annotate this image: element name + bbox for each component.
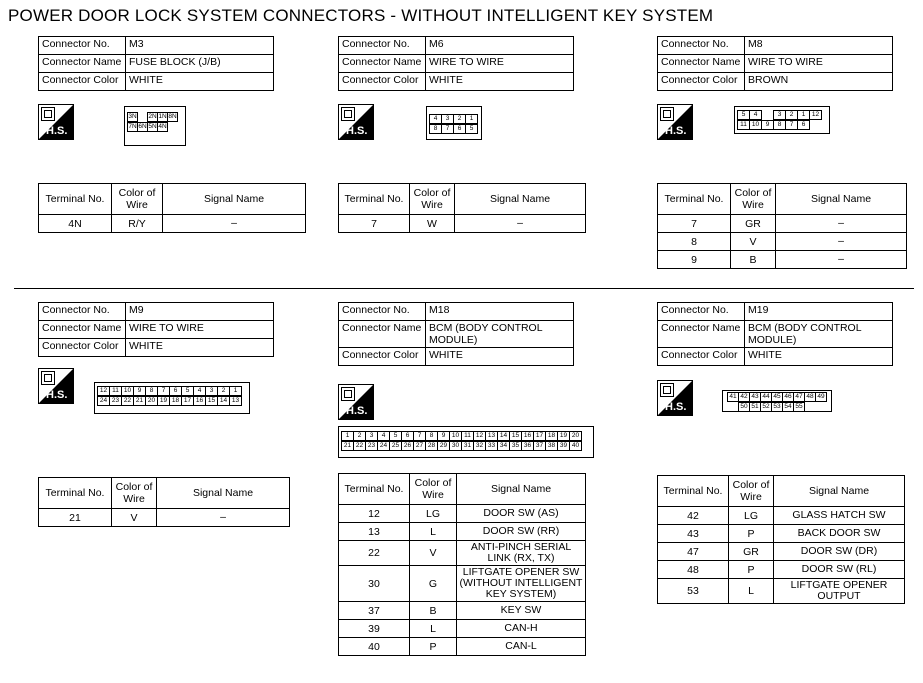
- wire-color-header: Color of Wire: [410, 474, 457, 505]
- wire-color: B: [410, 602, 457, 620]
- pin-cell: 5: [389, 431, 402, 441]
- wire-color: LG: [410, 505, 457, 523]
- pin-cell: 37: [533, 441, 546, 451]
- connector-name-value: WIRE TO WIRE: [426, 55, 574, 73]
- pin-cell: 30: [449, 441, 462, 451]
- wire-color: P: [729, 525, 774, 543]
- terminal-header-row: [658, 476, 905, 507]
- signal-name: –: [455, 215, 586, 233]
- connector-no-value: M8: [745, 37, 893, 55]
- table-row: [658, 561, 905, 579]
- table-row: [339, 541, 586, 566]
- harness-side-icon: H.S.: [657, 104, 693, 140]
- connector-color-row: [658, 348, 893, 366]
- connector-name-label: Connector Name: [39, 55, 126, 73]
- terminal-header-row: [39, 184, 306, 215]
- table-row: [339, 566, 586, 602]
- connector-no-value: M9: [126, 303, 274, 321]
- pin-cell: 21: [133, 396, 146, 406]
- pin-cell: 10: [449, 431, 462, 441]
- connector-color-row: [339, 348, 574, 366]
- connector-info-m19: [657, 302, 893, 366]
- pin-cell: 4: [193, 386, 206, 396]
- table-row: [658, 507, 905, 525]
- pin-grid-m6: [430, 114, 478, 134]
- wire-color-header: Color of Wire: [729, 476, 774, 507]
- wire-color: R/Y: [112, 215, 163, 233]
- wire-color: V: [731, 233, 776, 251]
- wire-color: L: [729, 579, 774, 604]
- terminal-header-row: [658, 184, 907, 215]
- pin-cell: 47: [793, 392, 805, 402]
- terminal-header-row: [39, 478, 290, 509]
- wire-color: P: [410, 638, 457, 656]
- signal-name-header: Signal Name: [163, 184, 306, 215]
- connector-color-label: Connector Color: [339, 348, 426, 366]
- signal-name: –: [157, 509, 290, 527]
- pin-cell: 26: [401, 441, 414, 451]
- pin-grid-m9: [98, 386, 242, 406]
- pin-cell: 43: [749, 392, 761, 402]
- pin-cell: 3N: [128, 113, 137, 120]
- pin-cell: 5: [181, 386, 194, 396]
- pin-cell: 2: [453, 114, 466, 124]
- harness-side-icon: H.S.: [657, 380, 693, 416]
- pin-cell: 5: [737, 110, 750, 120]
- connector-color-label: Connector Color: [658, 348, 745, 366]
- connector-name-row: [39, 321, 274, 339]
- page-title: POWER DOOR LOCK SYSTEM CONNECTORS - WITHOUT INTELLIGENT KEY SYSTEM: [8, 6, 714, 25]
- pin-cell: 18: [545, 431, 558, 441]
- pin-cell: 8N: [168, 113, 177, 120]
- terminal-no: 43: [658, 525, 729, 543]
- connector-name-label: Connector Name: [39, 321, 126, 339]
- table-row: [658, 543, 905, 561]
- table-row: [658, 251, 907, 269]
- connector-no-row: [39, 37, 274, 55]
- wire-color-header: Color of Wire: [112, 184, 163, 215]
- pin-cell: 7: [785, 120, 798, 130]
- pin-cell: 22: [121, 396, 134, 406]
- pin-cell: 6: [401, 431, 414, 441]
- pin-cell: 27: [413, 441, 426, 451]
- pin-cell: 10: [121, 386, 134, 396]
- table-row: [658, 233, 907, 251]
- signal-name: –: [776, 215, 907, 233]
- signal-name: CAN-H: [457, 620, 586, 638]
- pin-cell: 45: [771, 392, 783, 402]
- pin-cell: 13: [485, 431, 498, 441]
- connector-no-row: [658, 303, 893, 321]
- connector-name-row: [339, 321, 574, 348]
- signal-name-header: Signal Name: [776, 184, 907, 215]
- terminal-no: 37: [339, 602, 410, 620]
- pin-cell: 9: [761, 120, 774, 130]
- pin-cell: 5N: [148, 123, 157, 130]
- pin-cell: 15: [509, 431, 522, 441]
- connector-no-value: M3: [126, 37, 274, 55]
- pin-cell: 4: [377, 431, 390, 441]
- pin-cell: 49: [815, 392, 827, 402]
- pin-cell: 21: [341, 441, 354, 451]
- pin-cell: 20: [569, 431, 582, 441]
- pin-cell: 23: [365, 441, 378, 451]
- connector-no-label: Connector No.: [339, 37, 426, 55]
- pin-cell: 25: [389, 441, 402, 451]
- pin-cell: 3: [365, 431, 378, 441]
- terminal-no: 47: [658, 543, 729, 561]
- pin-cell: 51: [749, 402, 761, 412]
- terminal-no: 7: [658, 215, 731, 233]
- terminal-no: 22: [339, 541, 410, 566]
- terminal-table-m3: [38, 183, 306, 233]
- table-row: [339, 620, 586, 638]
- wire-color: LG: [729, 507, 774, 525]
- pin-cell: 3: [441, 114, 454, 124]
- pin-cell: 31: [461, 441, 474, 451]
- terminal-no: 7: [339, 215, 410, 233]
- connector-name-value: WIRE TO WIRE: [126, 321, 274, 339]
- pin-cell: 2N: [148, 113, 157, 120]
- section-divider: [14, 288, 914, 289]
- pin-cell: 2: [353, 431, 366, 441]
- pin-cell: 10: [749, 120, 762, 130]
- table-row: [339, 505, 586, 523]
- pin-cell: 6N: [138, 123, 147, 130]
- pin-cell: 2: [785, 110, 798, 120]
- connector-no-row: [658, 37, 893, 55]
- table-row: [339, 523, 586, 541]
- pin-cell: 1N: [158, 113, 167, 120]
- signal-name: ANTI-PINCH SERIAL LINK (RX, TX): [457, 541, 586, 566]
- pin-cell: 20: [145, 396, 158, 406]
- wire-color: B: [731, 251, 776, 269]
- connector-name-label: Connector Name: [658, 55, 745, 73]
- terminal-no: 12: [339, 505, 410, 523]
- wire-color: G: [410, 566, 457, 602]
- signal-name-header: Signal Name: [157, 478, 290, 509]
- terminal-table-m19: [657, 475, 905, 604]
- pin-cell: 33: [485, 441, 498, 451]
- pin-cell: 7: [441, 124, 454, 134]
- connector-no-row: [339, 303, 574, 321]
- connector-no-value: M6: [426, 37, 574, 55]
- signal-name: –: [776, 251, 907, 269]
- pin-cell: 12: [809, 110, 822, 120]
- connector-color-value: WHITE: [426, 348, 574, 366]
- signal-name: KEY SW: [457, 602, 586, 620]
- connector-no-label: Connector No.: [658, 303, 745, 321]
- pin-cell: 24: [377, 441, 390, 451]
- table-row: [39, 509, 290, 527]
- terminal-no: 30: [339, 566, 410, 602]
- pin-cell: 8: [145, 386, 158, 396]
- pin-cell: 11: [109, 386, 122, 396]
- table-row: [658, 215, 907, 233]
- wire-color-header: Color of Wire: [410, 184, 455, 215]
- signal-name-header: Signal Name: [774, 476, 905, 507]
- connector-color-label: Connector Color: [339, 73, 426, 91]
- wire-color: GR: [729, 543, 774, 561]
- terminal-no-header: Terminal No.: [339, 474, 410, 505]
- connector-info-m6: [338, 36, 574, 91]
- pin-cell: 17: [533, 431, 546, 441]
- terminal-no: 8: [658, 233, 731, 251]
- pin-cell: 48: [804, 392, 816, 402]
- pin-cell: 1: [465, 114, 478, 124]
- terminal-no-header: Terminal No.: [339, 184, 410, 215]
- pin-cell: 35: [509, 441, 522, 451]
- pin-cell: 18: [169, 396, 182, 406]
- terminal-no-header: Terminal No.: [39, 184, 112, 215]
- connector-name-value: BCM (BODY CONTROL MODULE): [426, 321, 574, 348]
- connector-name-label: Connector Name: [339, 55, 426, 73]
- connector-no-label: Connector No.: [39, 37, 126, 55]
- terminal-no: 42: [658, 507, 729, 525]
- pin-cell: 32: [473, 441, 486, 451]
- pin-cell: 3: [773, 110, 786, 120]
- harness-side-icon: H.S.: [338, 384, 374, 420]
- pin-grid-m3: [128, 112, 178, 132]
- pin-cell: 50: [738, 402, 750, 412]
- signal-name: DOOR SW (RL): [774, 561, 905, 579]
- wire-color: W: [410, 215, 455, 233]
- terminal-header-row: [339, 474, 586, 505]
- terminal-no: 40: [339, 638, 410, 656]
- terminal-no: 9: [658, 251, 731, 269]
- table-row: [339, 602, 586, 620]
- connector-color-label: Connector Color: [658, 73, 745, 91]
- connector-info-m18: [338, 302, 574, 366]
- harness-side-icon: H.S.: [38, 104, 74, 140]
- signal-name-header: Signal Name: [457, 474, 586, 505]
- connector-info-m9: [38, 302, 274, 357]
- wire-color-header: Color of Wire: [731, 184, 776, 215]
- pin-cell: 1: [229, 386, 242, 396]
- pin-cell: 14: [217, 396, 230, 406]
- wire-color: V: [410, 541, 457, 566]
- connector-name-row: [339, 55, 574, 73]
- pin-cell: 15: [205, 396, 218, 406]
- pin-grid-m8: [738, 110, 822, 130]
- pin-cell: 2: [217, 386, 230, 396]
- wire-color: V: [112, 509, 157, 527]
- signal-name: DOOR SW (AS): [457, 505, 586, 523]
- connector-color-value: WHITE: [126, 73, 274, 91]
- terminal-no: 21: [39, 509, 112, 527]
- signal-name: DOOR SW (RR): [457, 523, 586, 541]
- terminal-no: 4N: [39, 215, 112, 233]
- connector-info-m8: [657, 36, 893, 91]
- pin-cell: 53: [771, 402, 783, 412]
- pin-cell: 4N: [158, 123, 167, 130]
- pin-cell: 22: [353, 441, 366, 451]
- pin-cell: 36: [521, 441, 534, 451]
- pin-cell: 4: [429, 114, 442, 124]
- connector-name-value: WIRE TO WIRE: [745, 55, 893, 73]
- pin-cell: 1: [341, 431, 354, 441]
- pin-cell: 7N: [128, 123, 137, 130]
- connector-color-label: Connector Color: [39, 339, 126, 357]
- pin-cell: 8: [429, 124, 442, 134]
- terminal-no-header: Terminal No.: [658, 184, 731, 215]
- pin-cell: 40: [569, 441, 582, 451]
- signal-name-header: Signal Name: [455, 184, 586, 215]
- connector-name-value: FUSE BLOCK (J/B): [126, 55, 274, 73]
- terminal-table-m6: [338, 183, 586, 233]
- pin-cell: 55: [793, 402, 805, 412]
- signal-name: CAN-L: [457, 638, 586, 656]
- pin-cell: 19: [557, 431, 570, 441]
- connector-color-row: [39, 339, 274, 357]
- terminal-no-header: Terminal No.: [39, 478, 112, 509]
- pin-cell: 16: [521, 431, 534, 441]
- pin-cell: 34: [497, 441, 510, 451]
- terminal-table-m8: [657, 183, 907, 269]
- terminal-no: 39: [339, 620, 410, 638]
- table-row: [39, 215, 306, 233]
- pin-cell: 8: [425, 431, 438, 441]
- wire-color: L: [410, 620, 457, 638]
- harness-side-icon: H.S.: [338, 104, 374, 140]
- pin-cell: 24: [97, 396, 110, 406]
- connector-no-label: Connector No.: [658, 37, 745, 55]
- pin-cell: 19: [157, 396, 170, 406]
- pin-cell: 54: [782, 402, 794, 412]
- connector-name-row: [39, 55, 274, 73]
- pin-cell: 6: [169, 386, 182, 396]
- connector-name-label: Connector Name: [658, 321, 745, 348]
- pin-cell: 44: [760, 392, 772, 402]
- connector-no-label: Connector No.: [339, 303, 426, 321]
- signal-name: GLASS HATCH SW: [774, 507, 905, 525]
- connector-color-label: Connector Color: [39, 73, 126, 91]
- wire-color-header: Color of Wire: [112, 478, 157, 509]
- wire-color: P: [729, 561, 774, 579]
- wire-color: GR: [731, 215, 776, 233]
- connector-color-row: [658, 73, 893, 91]
- connector-info-m3: [38, 36, 274, 91]
- pin-cell: 6: [797, 120, 810, 130]
- connector-no-row: [39, 303, 274, 321]
- pin-cell: 7: [413, 431, 426, 441]
- pin-cell: 41: [727, 392, 739, 402]
- pin-cell: 9: [133, 386, 146, 396]
- terminal-no: 53: [658, 579, 729, 604]
- connector-name-value: BCM (BODY CONTROL MODULE): [745, 321, 893, 348]
- pin-cell: 46: [782, 392, 794, 402]
- pin-cell: 38: [545, 441, 558, 451]
- harness-side-icon: H.S.: [38, 368, 74, 404]
- connector-no-row: [339, 37, 574, 55]
- connector-name-row: [658, 55, 893, 73]
- pin-cell: 29: [437, 441, 450, 451]
- connector-no-value: M18: [426, 303, 574, 321]
- connector-color-value: BROWN: [745, 73, 893, 91]
- connector-color-row: [39, 73, 274, 91]
- pin-cell: 6: [453, 124, 466, 134]
- signal-name: DOOR SW (DR): [774, 543, 905, 561]
- pin-cell: 28: [425, 441, 438, 451]
- terminal-table-m18: [338, 473, 586, 656]
- pin-cell: 11: [461, 431, 474, 441]
- pin-cell: 16: [193, 396, 206, 406]
- pin-cell: 12: [97, 386, 110, 396]
- table-row: [339, 215, 586, 233]
- connector-color-row: [339, 73, 574, 91]
- pin-cell: 5: [465, 124, 478, 134]
- connector-color-value: WHITE: [745, 348, 893, 366]
- table-row: [658, 579, 905, 604]
- pin-cell: 17: [181, 396, 194, 406]
- table-row: [339, 638, 586, 656]
- pin-grid-m18: [342, 431, 582, 451]
- connector-no-value: M19: [745, 303, 893, 321]
- pin-cell: 23: [109, 396, 122, 406]
- signal-name: LIFTGATE OPENER OUTPUT: [774, 579, 905, 604]
- pin-grid-m19: [728, 392, 827, 412]
- signal-name: BACK DOOR SW: [774, 525, 905, 543]
- pin-cell: 52: [760, 402, 772, 412]
- pin-cell: 11: [737, 120, 750, 130]
- connector-no-label: Connector No.: [39, 303, 126, 321]
- connector-name-row: [658, 321, 893, 348]
- pin-cell: 7: [157, 386, 170, 396]
- terminal-no: 13: [339, 523, 410, 541]
- pin-cell: 4: [749, 110, 762, 120]
- table-row: [658, 525, 905, 543]
- signal-name: LIFTGATE OPENER SW (WITHOUT INTELLIGENT KEY SYSTEM): [457, 566, 586, 602]
- pin-cell: 14: [497, 431, 510, 441]
- wire-color: L: [410, 523, 457, 541]
- terminal-no-header: Terminal No.: [658, 476, 729, 507]
- signal-name: –: [776, 233, 907, 251]
- terminal-no: 48: [658, 561, 729, 579]
- connector-name-label: Connector Name: [339, 321, 426, 348]
- pin-cell: 13: [229, 396, 242, 406]
- pin-cell: 9: [437, 431, 450, 441]
- pin-cell: 3: [205, 386, 218, 396]
- pin-cell: 8: [773, 120, 786, 130]
- pin-cell: 42: [738, 392, 750, 402]
- pin-cell: 1: [797, 110, 810, 120]
- signal-name: –: [163, 215, 306, 233]
- terminal-table-m9: [38, 477, 290, 527]
- pin-cell: 12: [473, 431, 486, 441]
- connector-color-value: WHITE: [126, 339, 274, 357]
- pin-cell: 39: [557, 441, 570, 451]
- terminal-header-row: [339, 184, 586, 215]
- connector-color-value: WHITE: [426, 73, 574, 91]
